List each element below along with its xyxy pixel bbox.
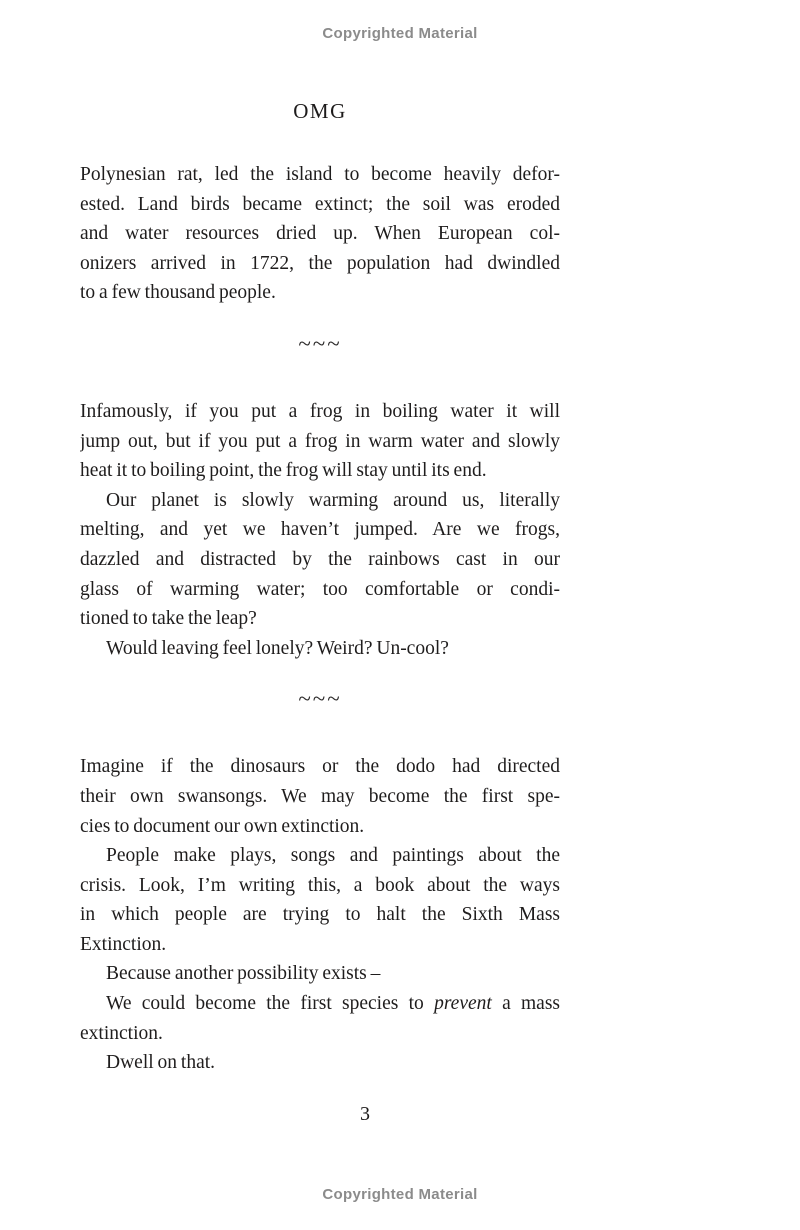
paragraph bbox=[80, 841, 560, 959]
text-line: melting, and yet we haven’t jumped. Are we frogs, bbox=[80, 519, 560, 541]
chapter-title: OMG bbox=[293, 99, 347, 123]
text-line: to a few thousand people. bbox=[80, 282, 276, 304]
text-line: Polynesian rat, led the island to become heavily defor- bbox=[80, 164, 560, 185]
text-line: Because another possibility exists – bbox=[106, 963, 381, 985]
text-line: tioned to take the leap? bbox=[80, 608, 257, 630]
text-line: heat it to boiling point, the frog will stay until its end. bbox=[80, 460, 487, 482]
text-column bbox=[80, 160, 560, 1078]
paragraph bbox=[80, 397, 560, 486]
paragraph bbox=[80, 160, 560, 308]
text-line: and water resources dried up. When European col- bbox=[80, 223, 560, 245]
paragraph bbox=[80, 1048, 560, 1078]
text-line: dazzled and distracted by the rainbows cast in our bbox=[80, 548, 560, 570]
text-line: ested. Land birds became extinct; the soil was eroded bbox=[80, 193, 560, 215]
paragraph bbox=[80, 989, 560, 1048]
paragraph bbox=[80, 752, 560, 841]
text-line: glass of warming water; too comfortable or condi- bbox=[80, 578, 560, 600]
text-line: Our planet is slowly warming around us, literally bbox=[106, 489, 560, 511]
text-line: extinction. bbox=[80, 1022, 163, 1044]
text-line: Infamously, if you put a frog in boiling water it will bbox=[80, 400, 560, 422]
text-line: crisis. Look, I’m writing this, a book about the ways bbox=[80, 874, 560, 896]
paragraph bbox=[80, 634, 560, 664]
paragraph bbox=[80, 959, 560, 989]
text-line: onizers arrived in 1722, the population had dwindled bbox=[80, 252, 560, 274]
text-line: jump out, but if you put a frog in warm water and slowly bbox=[80, 430, 560, 452]
page-number: 3 bbox=[360, 1103, 370, 1125]
text-line: We could become the first species to prevent a mass bbox=[106, 993, 560, 1015]
text-line: Would leaving feel lonely? Weird? Un-cool? bbox=[106, 637, 449, 659]
section-separator: ~~~ bbox=[298, 686, 342, 712]
paragraph bbox=[80, 486, 560, 634]
section-separator: ~~~ bbox=[298, 330, 342, 356]
copyright-notice-bottom: Copyrighted Material bbox=[322, 1186, 478, 1203]
text-line: Imagine if the dinosaurs or the dodo had directed bbox=[80, 756, 560, 778]
text-line: Dwell on that. bbox=[106, 1052, 216, 1074]
text-line: in which people are trying to halt the Sixth Mass bbox=[80, 904, 560, 926]
text-line: cies to document our own extinction. bbox=[80, 815, 365, 837]
text-line: their own swansongs. We may become the first spe- bbox=[80, 785, 560, 807]
text-line: Extinction. bbox=[80, 933, 167, 955]
text-line: People make plays, songs and paintings about the bbox=[106, 845, 560, 867]
copyright-notice-top: Copyrighted Material bbox=[322, 25, 478, 42]
